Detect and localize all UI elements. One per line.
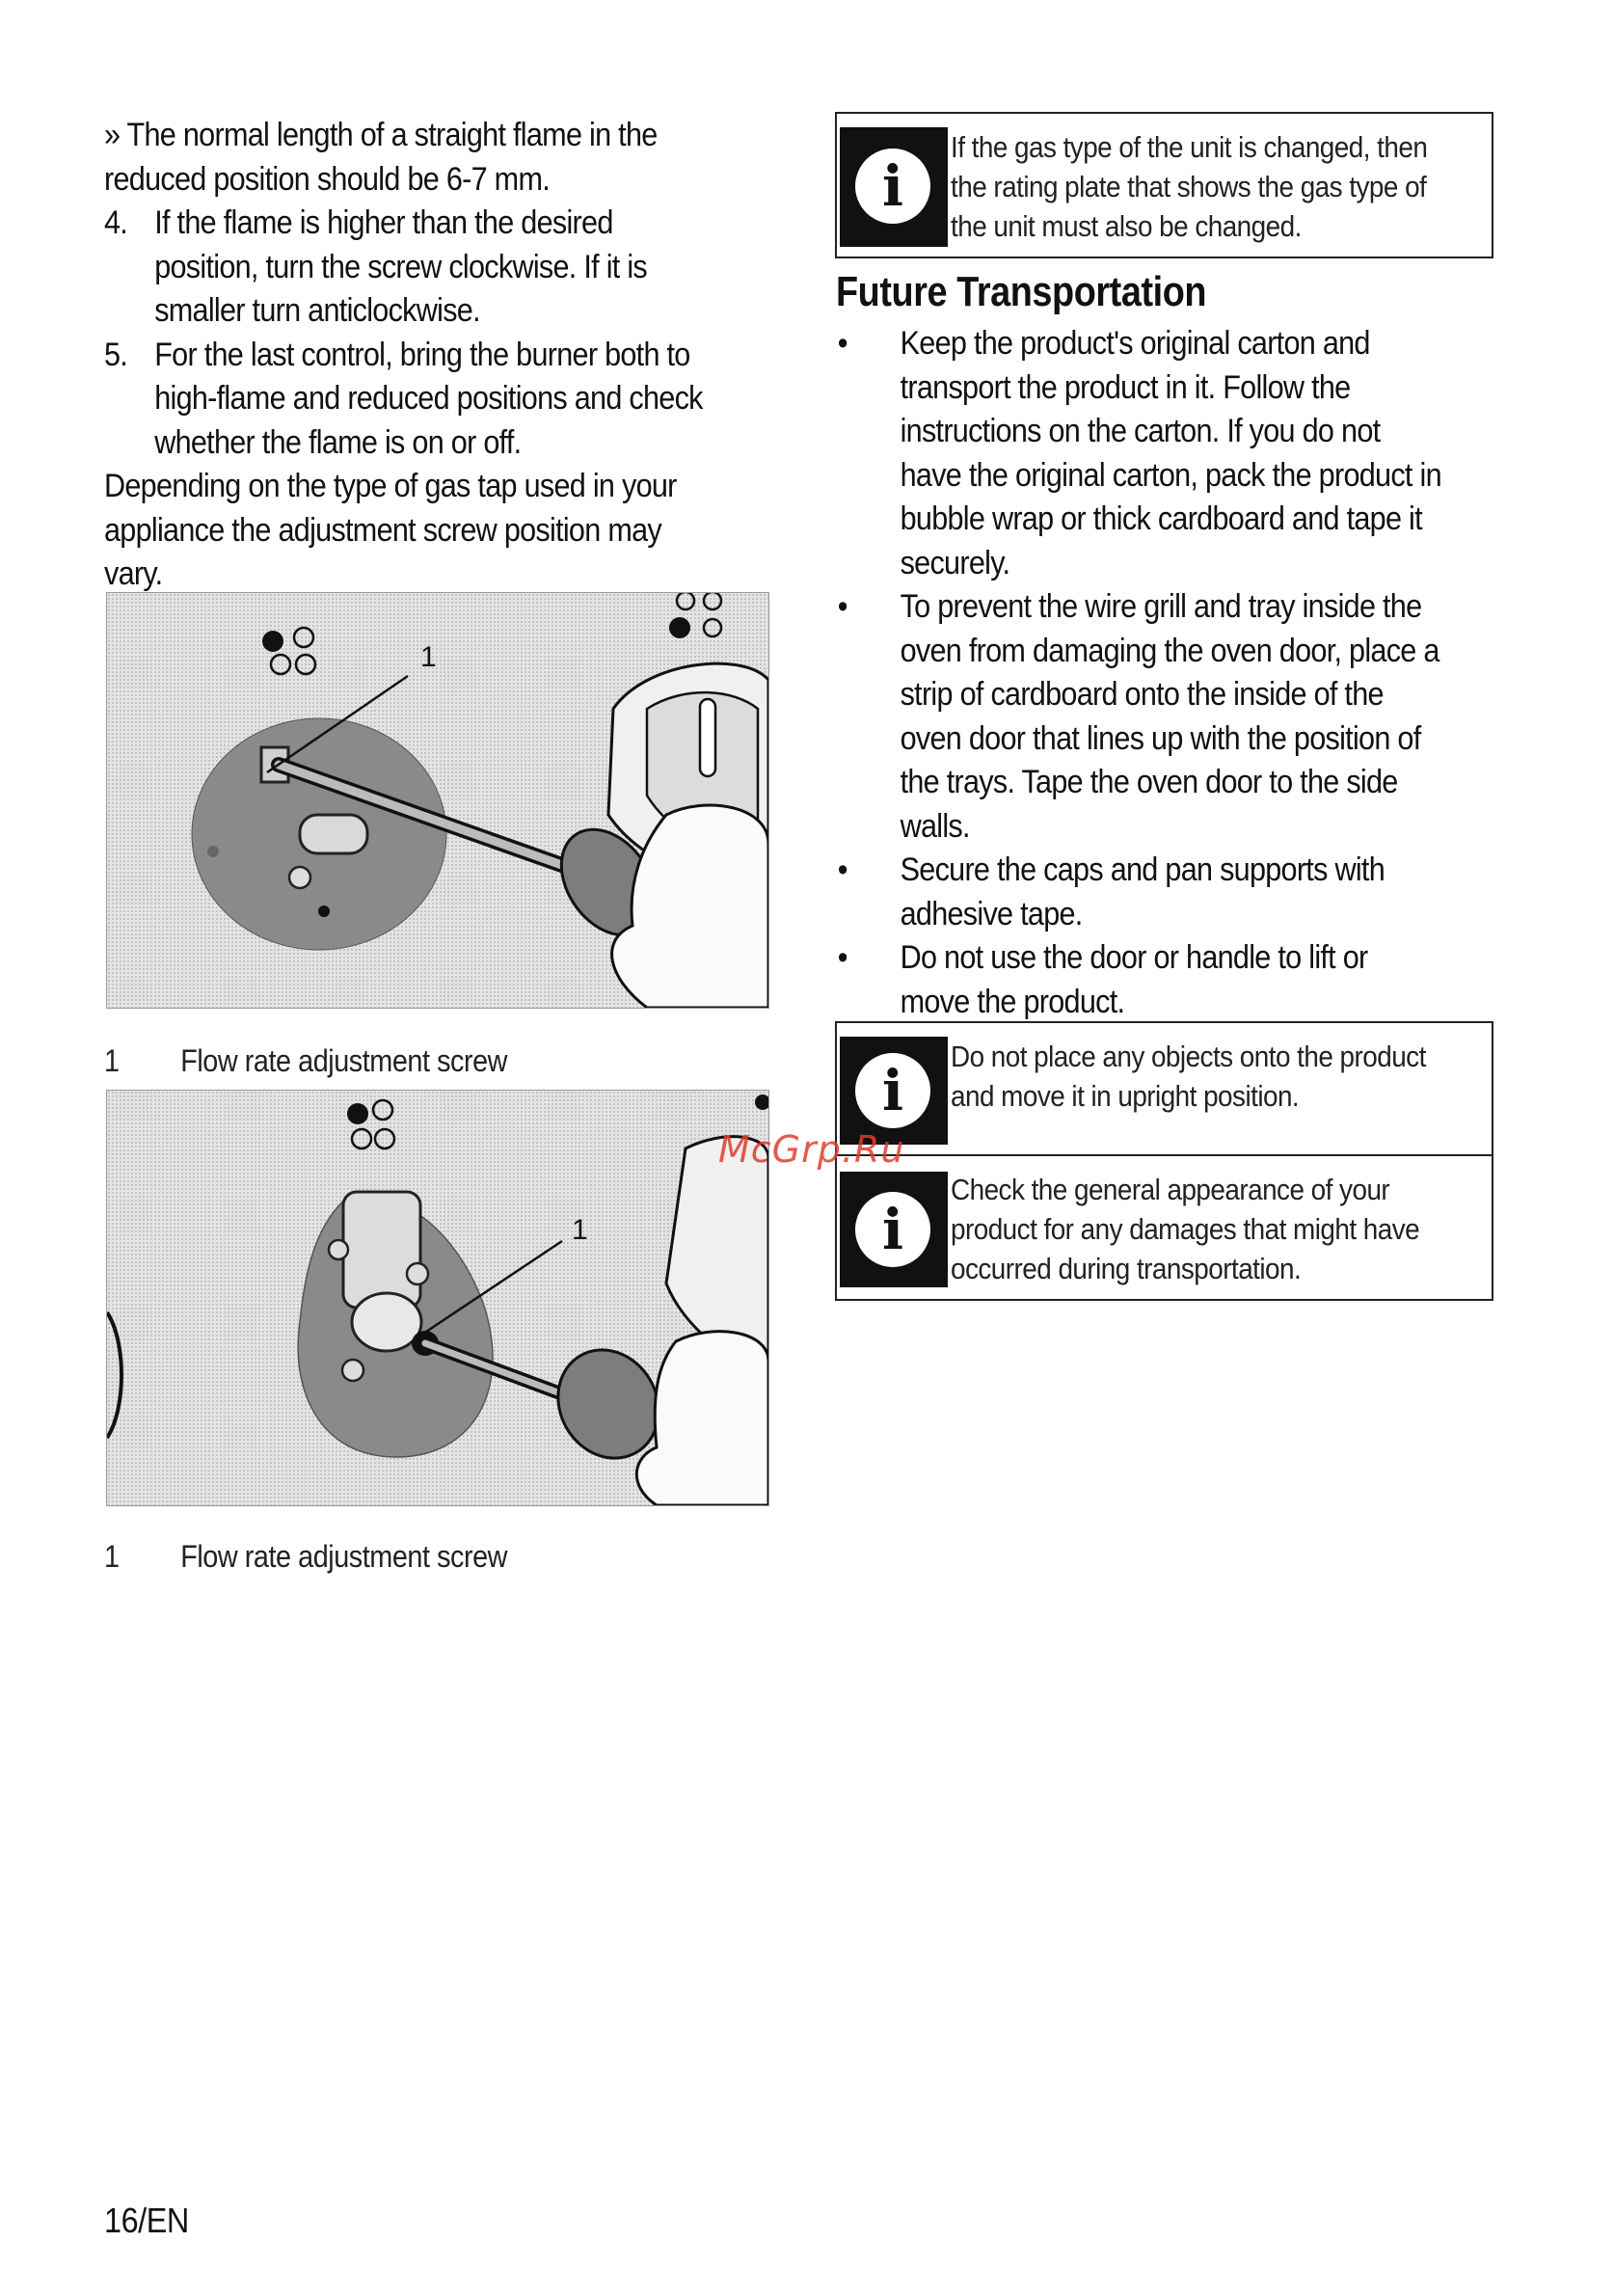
caption-text: Flow rate adjustment screw bbox=[180, 1539, 508, 1574]
figure-caption-2 bbox=[104, 1539, 507, 1575]
callout-number: 1 bbox=[420, 641, 437, 673]
bullet-text: Secure the caps and pan supports with adhesive tape. bbox=[900, 851, 1385, 932]
bullet-icon: • bbox=[837, 588, 847, 625]
bullet-icon: • bbox=[837, 325, 847, 362]
step-number: 5. bbox=[104, 336, 128, 373]
bullet-icon: • bbox=[837, 939, 847, 976]
info-note-text: Do not place any objects onto the product and move it in upright position. bbox=[951, 1040, 1426, 1113]
list-item bbox=[836, 585, 1443, 849]
gas-tap-paragraph: Depending on the type of gas tap used in your appliance the adjustment screw position may vary. bbox=[104, 468, 677, 592]
step-number: 4. bbox=[104, 204, 128, 241]
page-number: 16/EN bbox=[104, 2201, 189, 2240]
list-item bbox=[836, 322, 1443, 585]
section-heading: Future Transportation bbox=[836, 268, 1207, 315]
burner-illustration-1 bbox=[107, 593, 768, 1008]
bullet-text: To prevent the wire grill and tray inside the oven from damaging the oven door, place a strip of cardboard onto the inside of the oven door that lines up with the position of the trays. Tape the oven door to the side walls. bbox=[900, 588, 1439, 845]
transport-bullet-list bbox=[836, 322, 1443, 1024]
bullet-text: Do not use the door or handle to lift or move the product. bbox=[900, 939, 1368, 1020]
caption-number: 1 bbox=[104, 1043, 120, 1078]
burner-illustration-2 bbox=[107, 1091, 768, 1505]
info-icon: i bbox=[840, 1037, 948, 1145]
step-item bbox=[104, 202, 712, 334]
left-column-text bbox=[104, 114, 712, 597]
info-note-upright bbox=[835, 1021, 1493, 1156]
info-icon: i bbox=[840, 1172, 948, 1287]
bullet-text: Keep the product's original carton and transport the product in it. Follow the instructions on the carton. If you do not have the original carton, pack the product in bubble wrap or thick cardboard and tape it securely. bbox=[900, 325, 1441, 581]
figure-burner-adjustment-2 bbox=[106, 1090, 769, 1506]
intro-line: » The normal length of a straight flame in the reduced position should be 6-7 mm. bbox=[104, 117, 658, 198]
info-icon: i bbox=[840, 127, 948, 247]
figure-burner-adjustment-1 bbox=[106, 592, 769, 1009]
info-note-gas-type bbox=[835, 112, 1493, 258]
step-text: If the flame is higher than the desired position, turn the screw clockwise. If it is smaller turn anticlockwise. bbox=[154, 204, 648, 329]
step-item bbox=[104, 334, 712, 466]
figure-caption-1 bbox=[104, 1043, 507, 1079]
bullet-icon: • bbox=[837, 851, 847, 888]
info-note-text: If the gas type of the unit is changed, then the rating plate that shows the gas type of the unit must also be changed. bbox=[951, 130, 1428, 243]
list-item bbox=[836, 936, 1443, 1024]
step-text: For the last control, bring the burner both to high-flame and reduced positions and check whether the flame is on or off. bbox=[154, 336, 703, 461]
caption-text: Flow rate adjustment screw bbox=[180, 1043, 508, 1078]
list-item bbox=[836, 849, 1443, 936]
callout-number: 1 bbox=[572, 1214, 588, 1246]
info-note-text: Check the general appearance of your product for any damages that might have occurred during transportation. bbox=[951, 1173, 1420, 1285]
watermark: McGrp.Ru bbox=[718, 1128, 905, 1171]
info-note-damage-check bbox=[835, 1154, 1493, 1301]
caption-number: 1 bbox=[104, 1539, 120, 1574]
